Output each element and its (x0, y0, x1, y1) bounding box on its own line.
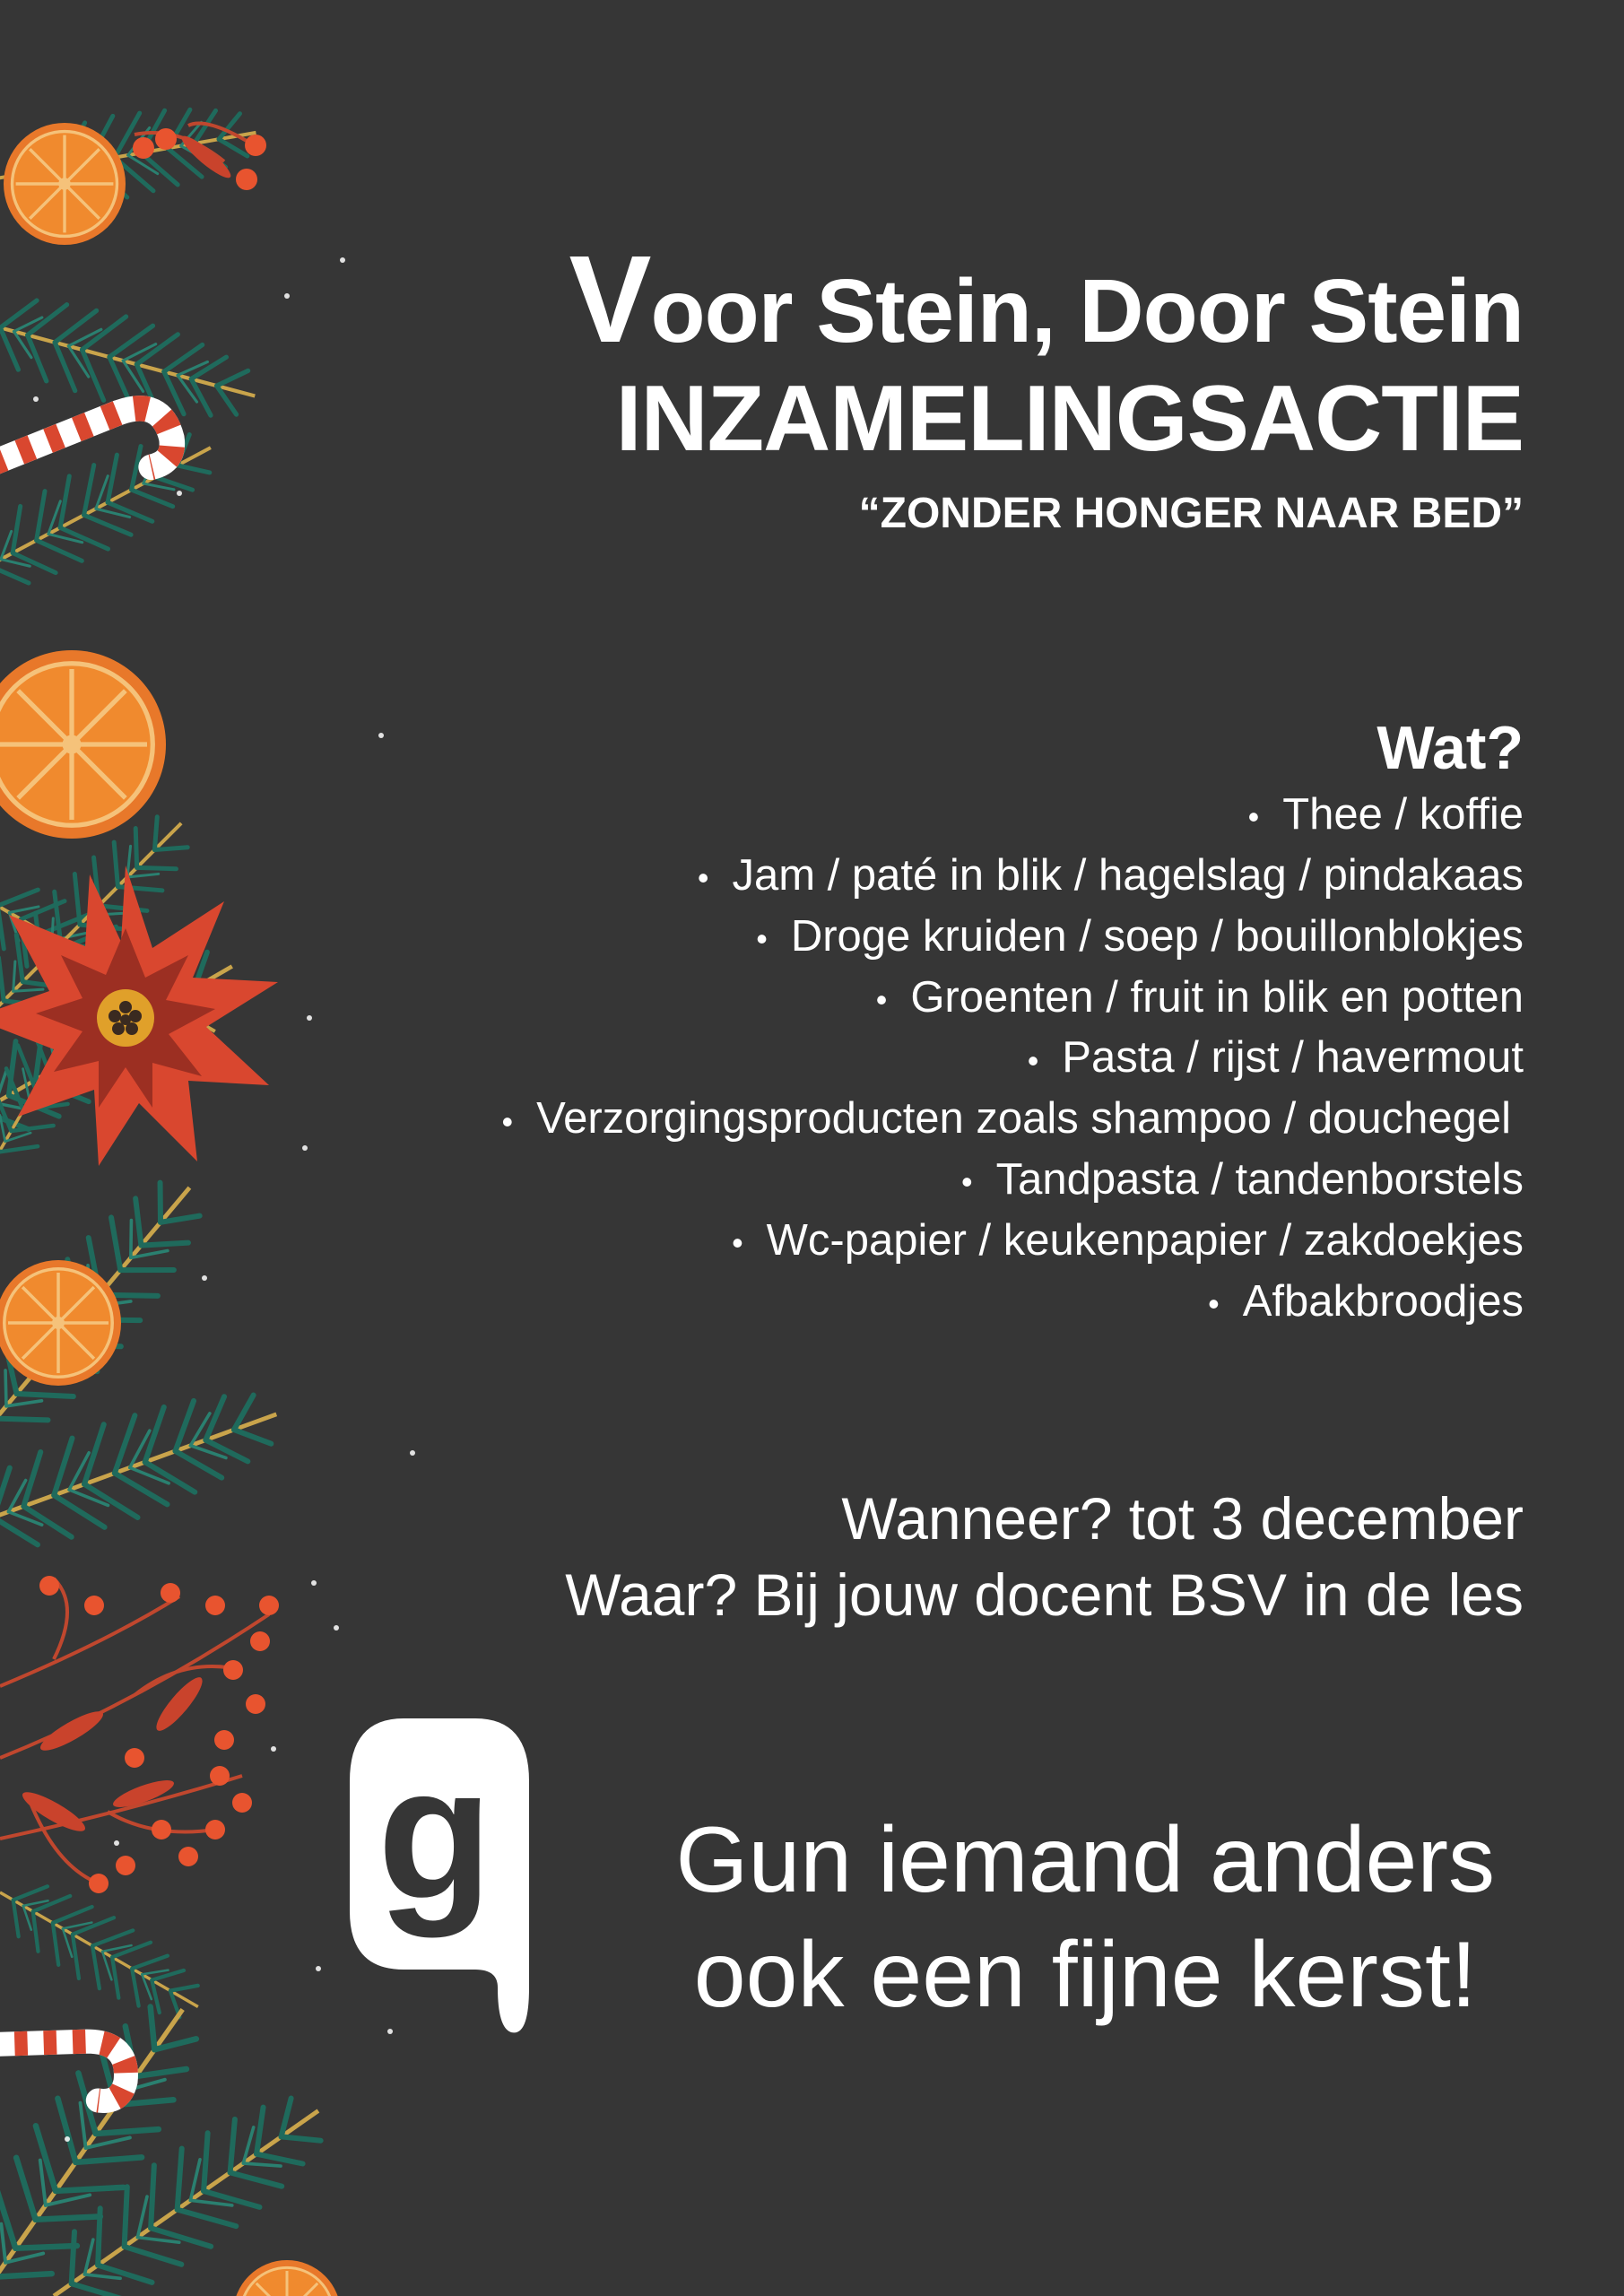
bullet: • (1247, 798, 1260, 836)
title-line-1 (569, 229, 1524, 371)
g-logo-icon (350, 1718, 529, 2037)
list-item: • Wc-papier / keukenpapier / zakdoekjes (502, 1212, 1524, 1273)
slogan (676, 1803, 1495, 2032)
bullet: • (697, 859, 709, 897)
where-text: Waar? Bij jouw docent BSV in de les (565, 1561, 1524, 1628)
list-item: • Groenten / fruit in blik en potten (502, 969, 1524, 1030)
bullet: • (1027, 1041, 1039, 1079)
when-text: Wanneer? tot 3 december (841, 1485, 1524, 1552)
bullet: • (732, 1224, 743, 1262)
bullet: • (1208, 1285, 1220, 1323)
list-item: • Verzorgingsproducten zoals shampoo / douchegel (502, 1090, 1512, 1151)
list-item: • Droge kruiden / soep / bouillonblokjes (502, 908, 1524, 969)
list-item: • Tandpasta / tandenborstels (502, 1151, 1524, 1212)
slogan-line-1: Gun iemand anders (675, 1808, 1495, 1912)
title-line-2: INZAMELINGSACTIE (615, 367, 1524, 471)
list-item: • Pasta / rijst / havermout (502, 1029, 1524, 1090)
list-item: • Afbakbroodjes (502, 1273, 1524, 1334)
logo-letter: g (377, 1727, 493, 1938)
title-initial: V (569, 230, 651, 369)
title-line-3: “ZONDER HONGER NAAR BED” (858, 490, 1524, 537)
bullet: • (756, 919, 768, 957)
bullet: • (875, 980, 888, 1018)
list-item: • Thee / koffie (502, 786, 1524, 847)
wat-list (502, 786, 1524, 1334)
title-rest: oor Stein, Door Stein (650, 261, 1524, 361)
wat-heading: Wat? (1376, 714, 1524, 782)
list-item: • Jam / paté in blik / hagelslag / pindakaas (502, 847, 1524, 908)
slogan-line-2: ook een fijne kerst! (693, 1923, 1477, 2027)
bullet: • (960, 1163, 973, 1201)
bullet: • (501, 1102, 514, 1140)
